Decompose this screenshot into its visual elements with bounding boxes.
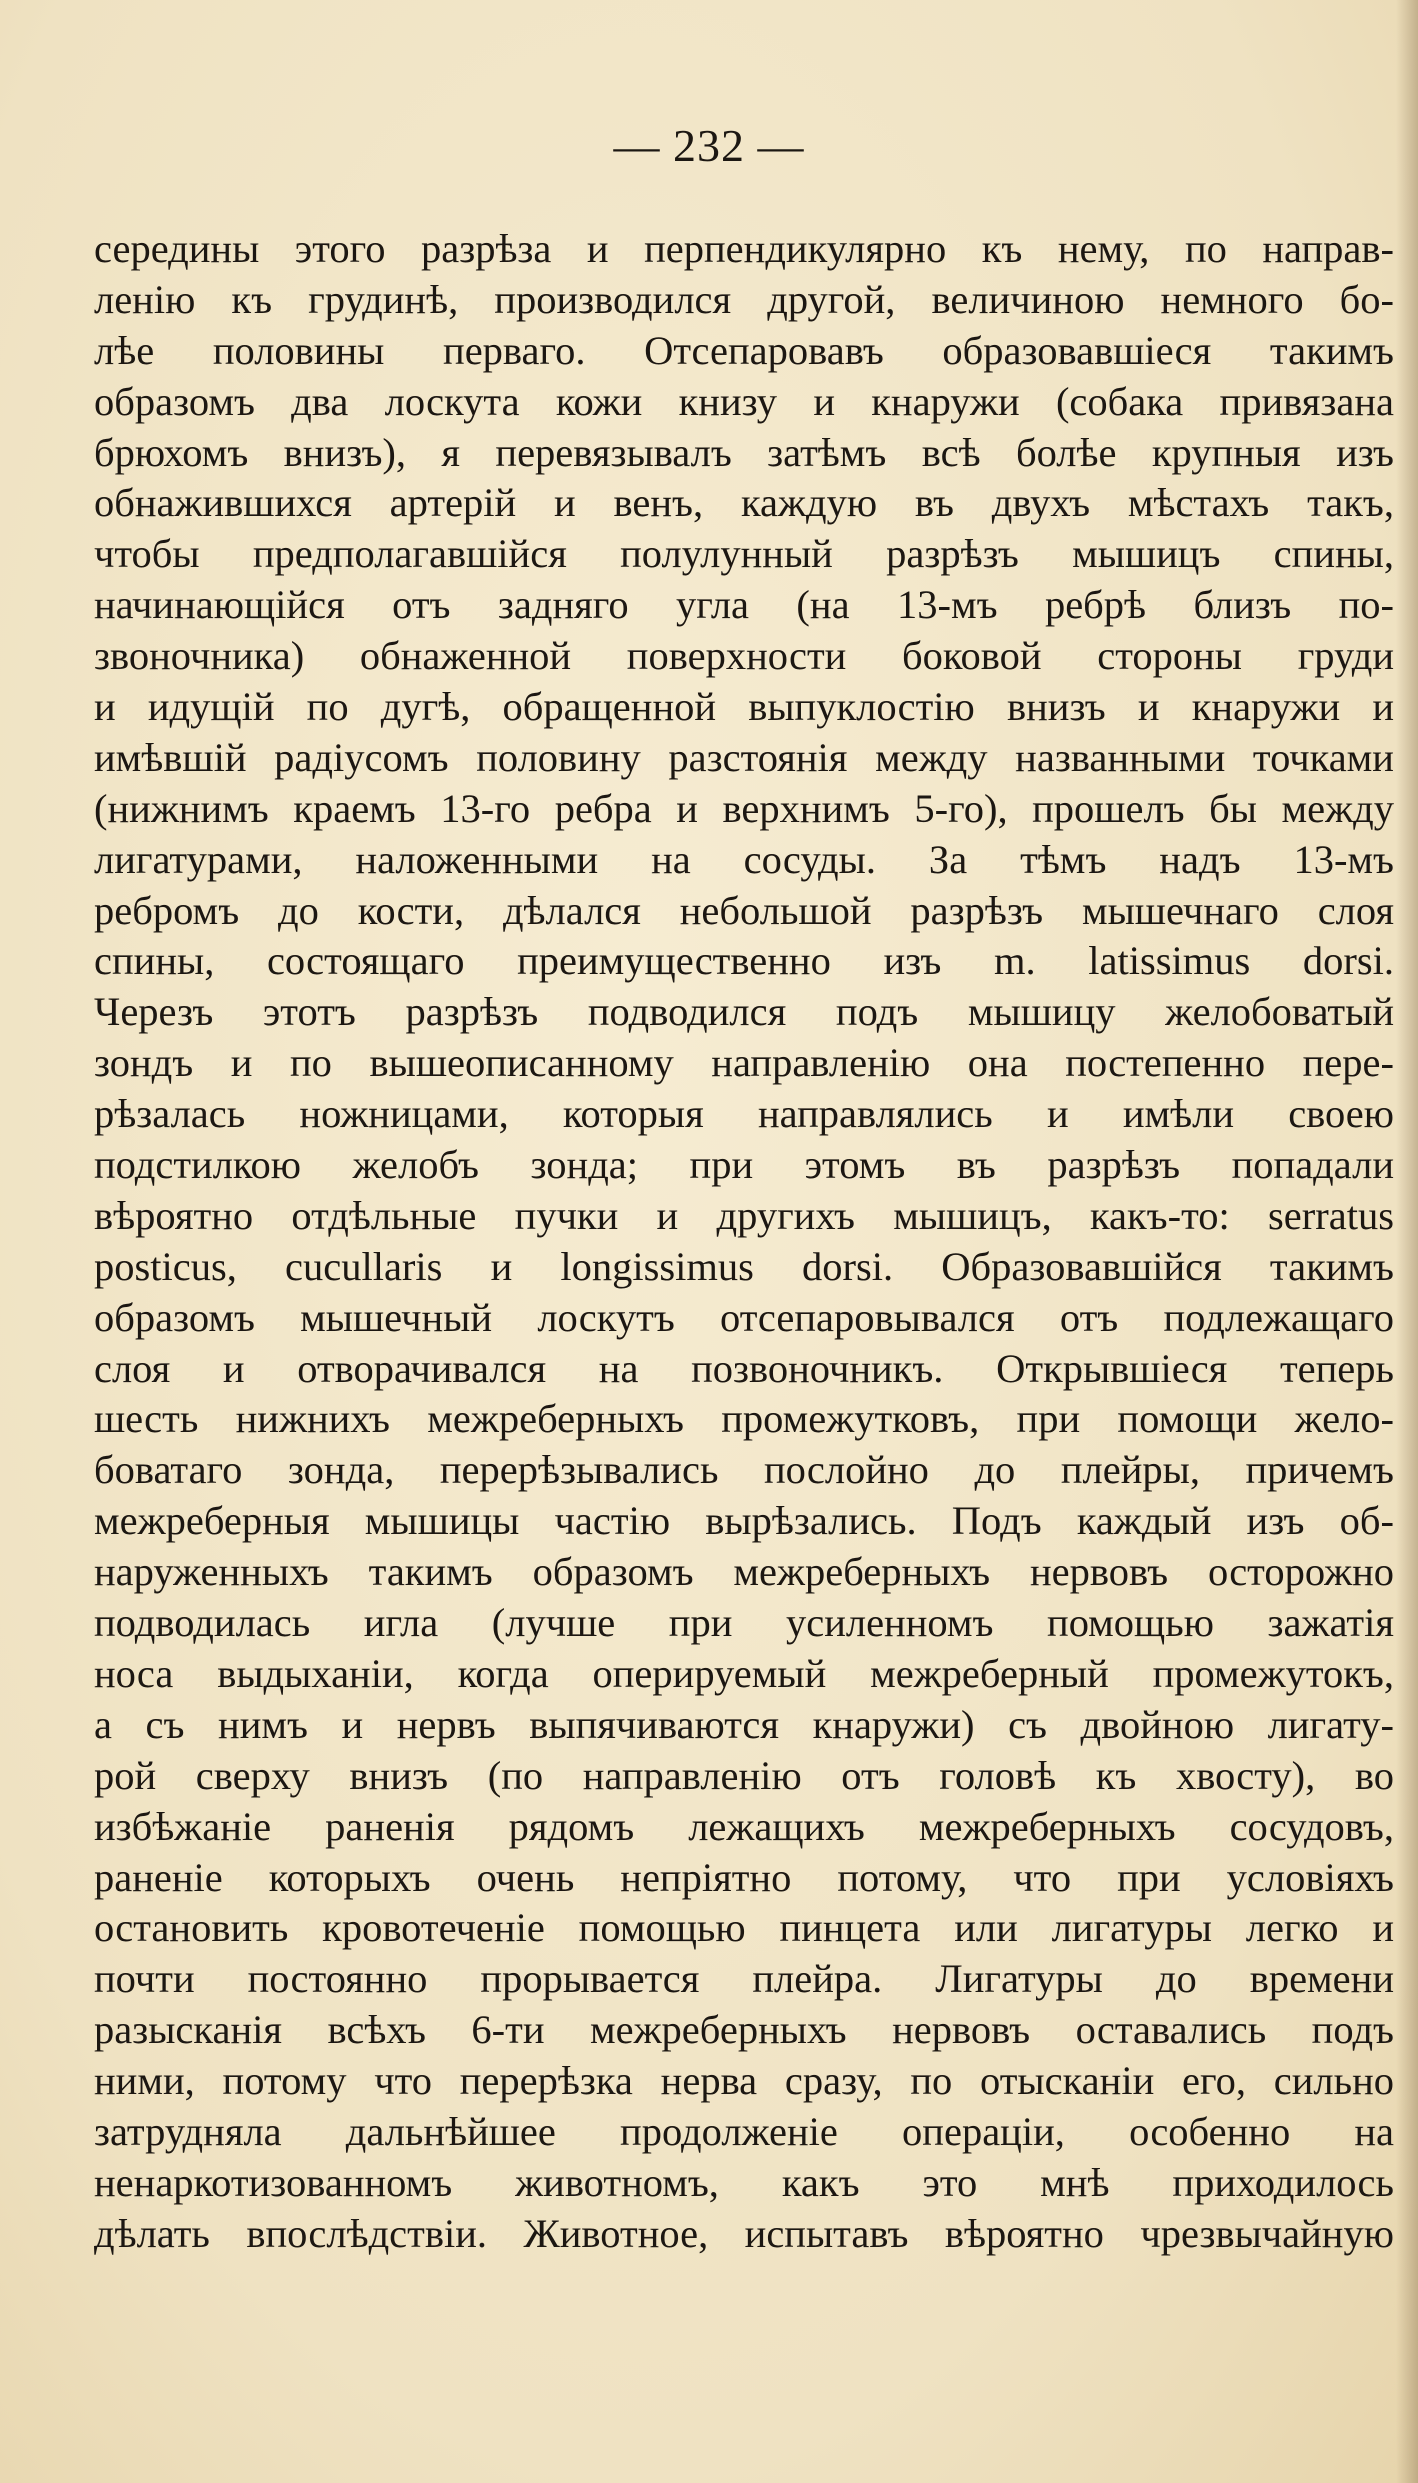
text-line: обнажившихся артерій и венъ, каждую въ двухъ мѣстахъ такъ, [94, 480, 1394, 526]
text-line: ребромъ до кости, дѣлался небольшой разрѣзъ мышечнаго слоя [94, 887, 1394, 933]
text-line: вѣроятно отдѣльные пучки и другихъ мышицъ, какъ-то: serratus [94, 1192, 1394, 1238]
text-line: остановить кровотеченіе помощью пинцета или лигатуры легко и [94, 1905, 1394, 1951]
text-line: и идущій по дугѣ, обращенной выпуклостію внизъ и кнаружи и [94, 684, 1394, 730]
text-line: середины этого разрѣза и перпендикулярно къ нему, по направ- [94, 226, 1394, 271]
text-line: (нижнимъ краемъ 13-го ребра и верхнимъ 5-го), прошелъ бы между [94, 785, 1394, 831]
text-line: спины, состоящаго преимущественно изъ m. latissimus dorsi. [94, 938, 1394, 984]
text-line: ними, потому что перерѣзка нерва сразу, по отысканіи его, сильно [94, 2058, 1394, 2104]
text-line: слоя и отворачивался на позвоночникъ. Открывшіеся теперь [94, 1345, 1394, 1391]
text-line: рой сверху внизъ (по направленію отъ головѣ къ хвосту), во [94, 1752, 1394, 1798]
text-line: межреберныя мышицы частію вырѣзались. Подъ каждый изъ об- [94, 1498, 1394, 1544]
text-line: избѣжаніе раненія рядомъ лежащихъ межреберныхъ сосудовъ, [94, 1803, 1394, 1849]
text-line: разысканія всѣхъ 6-ти межреберныхъ нервовъ оставались подъ [94, 2007, 1394, 2053]
text-line: зондъ и по вышеописанному направленію она постепенно пере- [94, 1040, 1394, 1086]
text-line: наруженныхъ такимъ образомъ межреберныхъ нервовъ осторожно [94, 1549, 1394, 1595]
text-line: образомъ два лоскута кожи книзу и кнаружи (собака привязана [94, 378, 1394, 424]
text-line: начинающійся отъ задняго угла (на 13-мъ ребрѣ близъ по- [94, 582, 1394, 628]
text-line: образомъ мышечный лоскутъ отсепаровывался отъ подлежащаго [94, 1294, 1394, 1340]
text-line: рѣзалась ножницами, которыя направлялись и имѣли своею [94, 1091, 1394, 1137]
text-line: ленію къ грудинѣ, производился другой, величиною немного бо- [94, 276, 1394, 322]
text-line: лѣе половины перваго. Отсепаровавъ образовавшіеся такимъ [94, 327, 1394, 373]
text-line: носа выдыханіи, когда оперируемый межреберный промежутокъ, [94, 1650, 1394, 1696]
text-line: затрудняла дальнѣйшее продолженіе операціи, особенно на [94, 2108, 1394, 2154]
text-line: подстилкою желобъ зонда; при этомъ въ разрѣзъ попадали [94, 1142, 1394, 1188]
text-line: ненаркотизованномъ животномъ, какъ это мнѣ приходилось [94, 2159, 1394, 2205]
text-line: имѣвшій радіусомъ половину разстоянія между названными точками [94, 734, 1394, 780]
text-line: звоночника) обнаженной поверхности боковой стороны груди [94, 633, 1394, 679]
text-line: posticus, cucullaris и longissimus dorsi. Образовавшійся такимъ [94, 1243, 1394, 1289]
text-line: чтобы предполагавшійся полулунный разрѣзъ мышицъ спины, [94, 531, 1394, 577]
text-line: боватаго зонда, перерѣзывались послойно до плейры, причемъ [94, 1447, 1394, 1493]
text-line: брюхомъ внизъ), я перевязывалъ затѣмъ всѣ болѣе крупныя изъ [94, 429, 1394, 475]
text-line: шесть нижнихъ межреберныхъ промежутковъ, при помощи жело- [94, 1396, 1394, 1442]
text-line: лигатурами, наложенными на сосуды. За тѣмъ надъ 13-мъ [94, 836, 1394, 882]
page-number: — 232 — [613, 120, 805, 171]
text-line: раненіе которыхъ очень непріятно потому, что при условіяхъ [94, 1854, 1394, 1900]
text-line: почти постоянно прорывается плейра. Лигатуры до времени [94, 1956, 1394, 2002]
body-text [94, 224, 1394, 2260]
text-line: Черезъ этотъ разрѣзъ подводился подъ мышицу желобоватый [94, 989, 1394, 1035]
page-edge-shadow [1396, 0, 1418, 2483]
text-line: дѣлать впослѣдствіи. Животное, испытавъ вѣроятно чрезвычайную [94, 2210, 1394, 2256]
text-line: подводилась игла (лучше при усиленномъ помощью зажатія [94, 1600, 1394, 1646]
text-line: а съ нимъ и нервъ выпячиваются кнаружи) съ двойною лигату- [94, 1701, 1394, 1747]
